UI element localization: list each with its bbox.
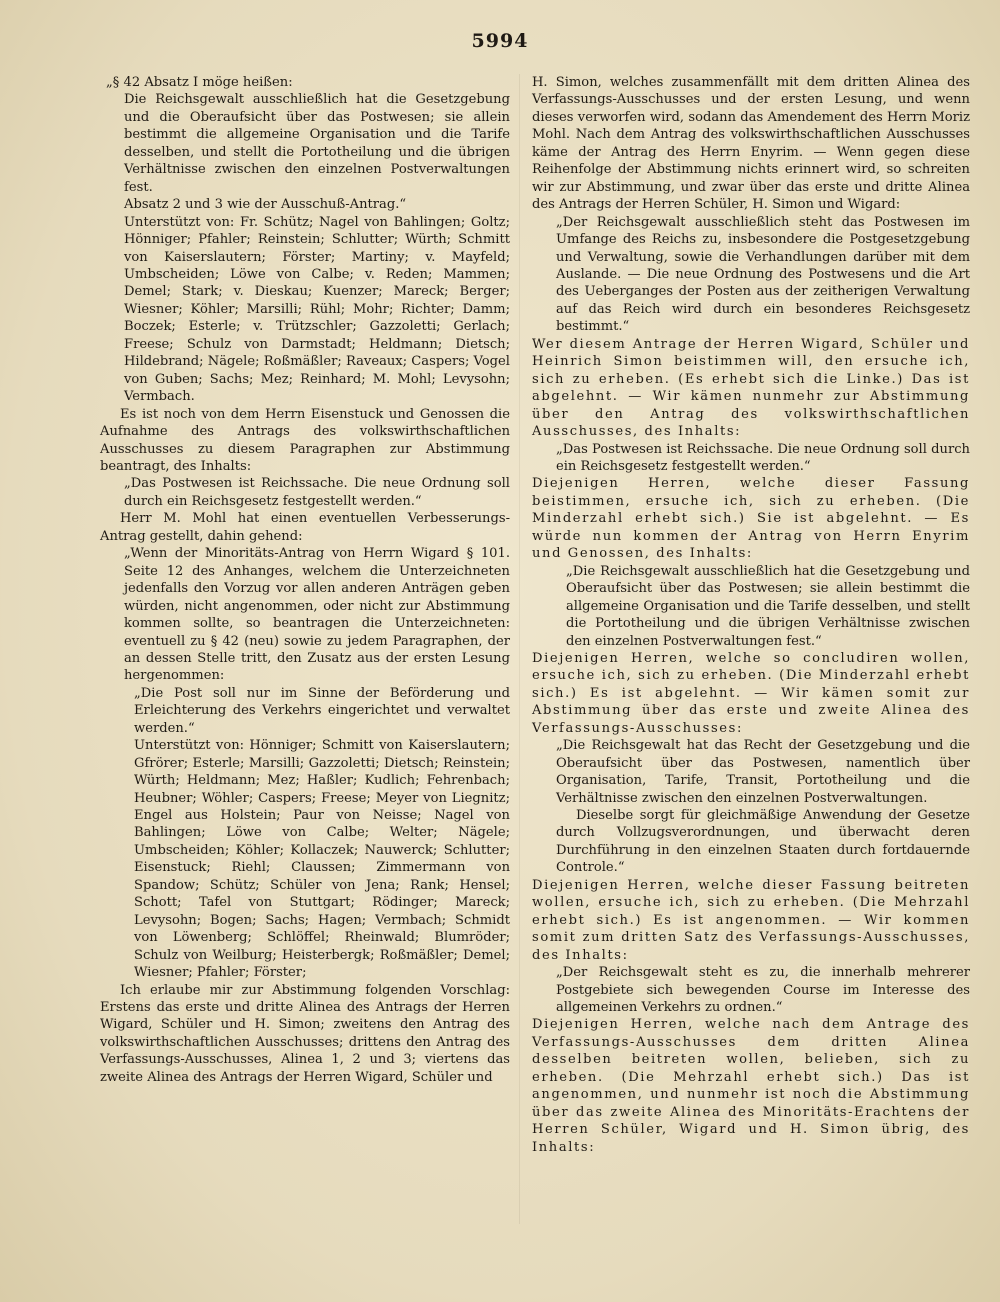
paragraph: Herr M. Mohl hat einen eventuellen Verbesserungs-Antrag gestellt, dahin gehend: — [100, 511, 510, 544]
paragraph: „Der Reichsgewalt steht es zu, die innerhalb mehrerer Postgebiete sich bewegenden Course im Interesse des allgemeinen Verkehrs zu ordnen.“ — [556, 965, 970, 1016]
paragraph: Unterstützt von: Fr. Schütz; Nagel von Bahlingen; Goltz; Hönniger; Pfahler; Reinstein; Schlutter; Würth; Schmitt von Kaiserslautern; Förster; Martiny; v. Mayfeld; Umbscheiden; Löwe von Calbe; v. Reden; Mammen; Demel; Stark; v. Dieskau; Kuenzer; Mareck; Berger; Wiesner; Köhler; Marsilli; Rühl; Mohr; Richter; Damm; Boczek; Esterle; v. Trützschler; Gazzoletti; Gerlach; Freese; Schulz von Darmstadt; Heldmann; Dietsch; Hildebrand; Nägele; Roßmäßler; Raveaux; Caspers; Vogel von Guben; Sachs; Mez; Reinhard; M. Mohl; Levysohn; Vermbach. — [124, 214, 510, 405]
paragraph: „Der Reichsgewalt ausschließlich steht das Postwesen im Umfange des Reichs zu, insbesondere die Postgesetzgebung und Verwaltung, sowie die Verhandlungen darüber mit dem Auslande. — Die neue Ordnung des Postwesens und die Art des Ueberganges der Posten aus der zeitherigen Verwaltung auf das Reich wird durch ein besonderes Reichsgesetz bestimmt.“ — [556, 214, 970, 335]
paragraph: „Die Reichsgewalt hat das Recht der Gesetzgebung und die Oberaufsicht über das Postwesen, namentlich über Organisation, Tarife, Transit, Portotheilung und die Verhältnisse zwischen den einzelnen Postverwaltungen. — [556, 738, 970, 806]
left-column — [100, 74, 510, 1086]
paragraph: „Das Postwesen ist Reichssache. Die neue Ordnung soll durch ein Reichsgesetz festgestellt werden.“ — [124, 476, 510, 509]
paragraph: Diejenigen Herren, welche dieser Fassung beistimmen, ersuche ich, sich zu erheben. (Die Minderzahl erhebt sich.) Sie ist abgelehnt. — Es würde nun kommen der Antrag von Herrn Enyrim und Genossen, des Inhalts: — [532, 476, 970, 562]
right-column — [532, 74, 970, 1156]
paragraph: Diejenigen Herren, welche so concludiren wollen, ersuche ich, sich zu erheben. (Die Minderzahl erhebt sich.) Es ist abgelehnt. — Wir kämen somit zur Abstimmung über das erste und zweite Alinea des Verfassungs-Ausschusses: — [532, 650, 970, 736]
paragraph: Dieselbe sorgt für gleichmäßige Anwendung der Gesetze durch Vollzugsverordnungen, und überwacht deren Durchführung in den einzelnen Staaten durch fortdauernde Controle.“ — [556, 808, 970, 876]
paragraph: Diejenigen Herren, welche dieser Fassung beitreten wollen, ersuche ich, sich zu erheben. (Die Mehrzahl erhebt sich.) Es ist angenommen. — Wir kommen somit zum dritten Satz des Verfassungs-Ausschusses, des Inhalts: — [532, 877, 970, 963]
paragraph: Die Reichsgewalt ausschließlich hat die Gesetzgebung und die Oberaufsicht über das Postwesen; sie allein bestimmt die allgemeine Organisation und die Tarife desselben, und stellt die Portotheilung und die übrigen Verhältnisse zwischen den einzelnen Postverwaltungen fest. — [124, 92, 510, 195]
paragraph: Wer diesem Antrage der Herren Wigard, Schüler und Heinrich Simon beistimmen will, den ersuche ich, sich zu erheben. (Es erhebt sich die Linke.) Das ist abgelehnt. — Wir kämen nunmehr zur Abstimmung über den Antrag des volkswirthschaftlichen Ausschusses, des Inhalts: — [532, 336, 970, 440]
paragraph: Unterstützt von: Hönniger; Schmitt von Kaiserslautern; Gfrörer; Esterle; Marsilli; Gazzoletti; Dietsch; Reinstein; Würth; Heldmann; Mez; Haßler; Kudlich; Fehrenbach; Heubner; Wöhler; Caspers; Freese; Meyer von Liegnitz; Engel aus Holstein; Paur von Neisse; Nagel von Bahlingen; Löwe von Calbe; Welter; Nägele; Umbscheiden; Köhler; Kollaczek; Nauwerck; Schlutter; Eisenstuck; Riehl; Claussen; Zimmermann von Spandow; Schütz; Schüler von Jena; Rank; Hensel; Schott; Tafel von Stuttgart; Rödinger; Mareck; Levysohn; Bogen; Sachs; Hagen; Vermbach; Schmidt von Löwenberg; Schlöffel; Rheinwald; Blumröder; Schulz von Weilburg; Heisterbergk; Roßmäßler; Demel; Wiesner; Pfahler; Förster; — [134, 738, 510, 981]
paragraph: „Die Post soll nur im Sinne der Beförderung und Erleichterung des Verkehrs eingerichtet und verwaltet werden.“ — [134, 685, 510, 736]
paragraph: „Das Postwesen ist Reichssache. Die neue Ordnung soll durch ein Reichsgesetz festgestellt werden.“ — [556, 441, 970, 474]
paragraph: H. Simon, welches zusammenfällt mit dem dritten Alinea des Verfassungs-Ausschusses und der ersten Lesung, und wenn dieses verworfen wird, sodann das Amendement des Herrn Moriz Mohl. Nach dem Antrag des volkswirthschaftlichen Ausschusses käme der Antrag des Herrn Enyrim. — Wenn gegen diese Reihenfolge der Abstimmung nichts erinnert wird, so schreiten wir zur Abstimmung, und zwar über das erste und dritte Alinea des Antrags der Herren Schüler, H. Simon und Wigard: — [532, 75, 970, 213]
paragraph: „Die Reichsgewalt ausschließlich hat die Gesetzgebung und Oberaufsicht über das Postwesen; sie allein bestimmt die allgemeine Organisation und die Tarife desselben, und stellt die Portotheilung und die übrigen Verhältnisse zwischen den einzelnen Postverwaltungen fest.“ — [566, 563, 970, 649]
paragraph: Diejenigen Herren, welche nach dem Antrage des Verfassungs-Ausschusses dem dritten Alinea desselben beitreten wollen, belieben, sich zu erheben. (Die Mehrzahl erhebt sich.) Das ist angenommen, und nunmehr ist noch die Abstimmung über das zweite Alinea des Minoritäts-Erachtens der Herren Schüler, Wigard und H. Simon übrig, des Inhalts: — [532, 1017, 970, 1155]
paragraph: Absatz 2 und 3 wie der Ausschuß-Antrag.“ — [124, 197, 407, 213]
paragraph: Ich erlaube mir zur Abstimmung folgenden Vorschlag: Erstens das erste und dritte Alinea des Antrags der Herren Wigard, Schüler und H. Simon; zweitens den Antrag des volkswirthschaftlichen Ausschusses; drittens den Antrag des Verfassungs-Ausschusses, Alinea 1, 2 und 3; viertens das zweite Alinea des Antrags der Herren Wigard, Schüler und — [100, 982, 510, 1085]
column-divider — [519, 74, 520, 1224]
paragraph: „§ 42 Absatz I möge heißen: — [106, 75, 293, 90]
paragraph: „Wenn der Minoritäts-Antrag von Herrn Wigard § 101. Seite 12 des Anhanges, welchem die Unterzeichneten jedenfalls den Vorzug vor allen anderen Anträgen geben würden, nicht angenommen, oder nicht zur Abstimmung kommen sollte, so beantragen die Unterzeichneten: eventuell zu § 42 (neu) sowie zu jedem Paragraphen, der an dessen Stelle tritt, den Zusatz aus der ersten Lesung hergenommen: — [124, 546, 510, 684]
paragraph: Es ist noch von dem Herrn Eisenstuck und Genossen die Aufnahme des Antrags des volkswirthschaftlichen Ausschusses zu diesem Paragraphen zur Abstimmung beantragt, des Inhalts: — [100, 406, 510, 474]
page-number: 5994 — [471, 30, 529, 52]
